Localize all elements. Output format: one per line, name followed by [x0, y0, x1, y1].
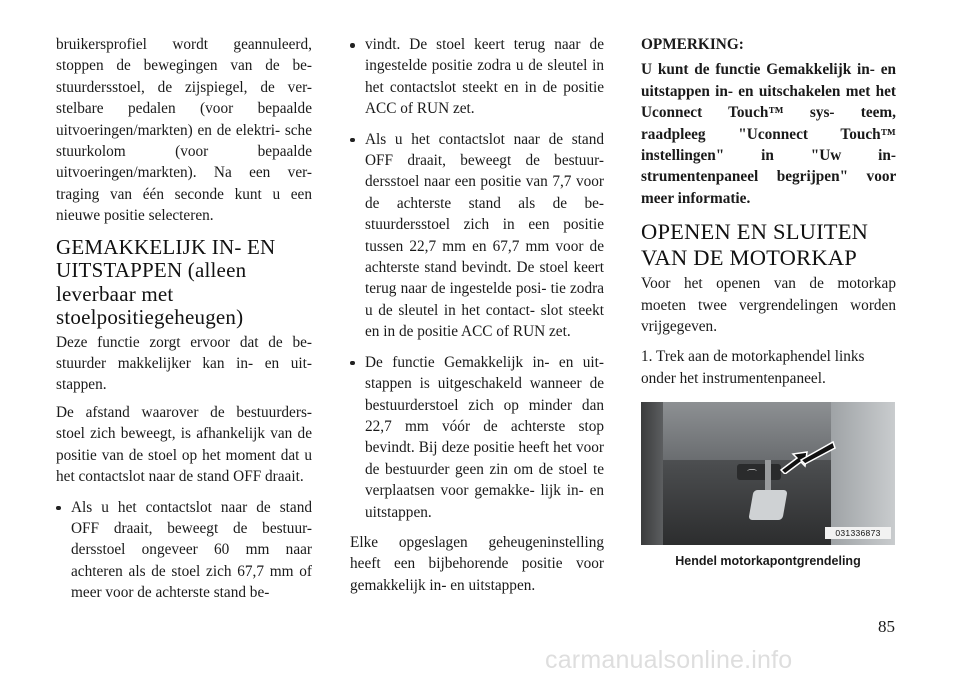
- list-item: Als u het contactslot naar de stand OFF draait, beweegt de bestuur- dersstoel naar een positie van 7,7 voor de achterste stand als de be- stuurdersstoel zich in een positie tussen 22,7 mm en 67,7 mm voor de achterste stand bevindt. De stoel keert terug naar de ingestelde posi- tie zodra u de sleutel in het contact- slot steekt en in de positie ACC of RUN zet.: [350, 129, 604, 343]
- paragraph-hood-intro: Voor het openen van de motorkap moeten twee vergrendelingen worden vrijgegeven.: [641, 275, 896, 336]
- heading-hood: OPENEN EN SLUITEN VAN DE MOTORKAP: [641, 219, 869, 271]
- list-item: De functie Gemakkelijk in- en uit- stappen is uitgeschakeld wanneer de bestuurderstoel zich op minder dan 22,7 mm vóór de achterste stop bevindt. Bij deze positie heeft het voor de bestuurder geen zin om de stoel te verplaatsen voor gemakke- lijk in- en uitstappen.: [350, 352, 604, 523]
- door-pillar: [641, 402, 663, 545]
- hood-release-photo: [641, 402, 895, 545]
- bullet-list-continued: [350, 34, 604, 523]
- pointer-arrow-icon: [779, 440, 837, 474]
- note-body: U kunt de functie Gemakkelijk in- en uitstappen in- en uitschakelen met het Uconnect Touch™ sys- teem, raadpleeg "Uconnect Touch™ instellingen" in "Uw in- strumentenpaneel begrijpen" voor meer informatie.: [641, 61, 897, 207]
- figure-caption: Hendel motorkapontgrendeling: [675, 554, 861, 569]
- list-item-continuation: vindt. De stoel keert terug naar de ingestelde positie zodra u de sleutel in het contactslot steekt en in de positie ACC of RUN zet.: [350, 34, 604, 120]
- pedal: [748, 490, 787, 520]
- trim-panel: [831, 402, 895, 545]
- page-number: 85: [878, 617, 895, 636]
- paragraph-function-intro: Deze functie zorgt ervoor dat de be- stuurder makkelijker kan in- en uit- stappen.: [56, 333, 312, 394]
- paragraph-memory-setting: Elke opgeslagen geheugeninstelling heeft een bijbehorende positie voor gemakkelijk in- en uitstappen.: [350, 533, 604, 594]
- column-left: [56, 34, 312, 613]
- heading-easy-entry: GEMAKKELIJK IN- EN UITSTAPPEN (alleen leverbaar met stoelpositiegeheugen): [56, 234, 276, 330]
- pedal-arm: [765, 460, 771, 492]
- watermark: carmanualsonline.info: [545, 646, 793, 674]
- paragraph-hood-step1: 1. Trek aan de motorkaphendel links onder het instrumentenpaneel.: [641, 348, 865, 387]
- bullet-list-start: [56, 497, 312, 604]
- hood-release-lever: [737, 464, 781, 480]
- column-right: [641, 34, 896, 573]
- hood-symbol-icon: ⌒: [747, 470, 757, 482]
- paragraph-distance: De afstand waarover de bestuurders- stoel zich beweegt, is afhankelijk van de positie van de stoel op het moment dat u het contactslot naar de stand OFF draait.: [56, 403, 312, 486]
- note-title: OPMERKING:: [641, 36, 744, 53]
- figure-code: 031336873: [825, 527, 891, 539]
- list-item: Als u het contactslot naar de stand OFF draait, beweegt de bestuur- dersstoel ongeveer 60 mm naar achteren als de stoel zich 67,7 mm of meer voor de achterste stand be-: [56, 497, 312, 604]
- column-middle: [350, 34, 604, 605]
- paragraph-profile-cancel: bruikersprofiel wordt geannuleerd, stoppen de bewegingen van de be- stuurdersstoel, de zijspiegel, de ver- stelbare pedalen (voor bepaalde uitvoeringen/markten) en de elektri- sche stuurkolom (voor bepaalde uitvoeringen/markten). Na een ver- traging van één seconde kunt u een nieuwe positie selecteren.: [56, 36, 312, 225]
